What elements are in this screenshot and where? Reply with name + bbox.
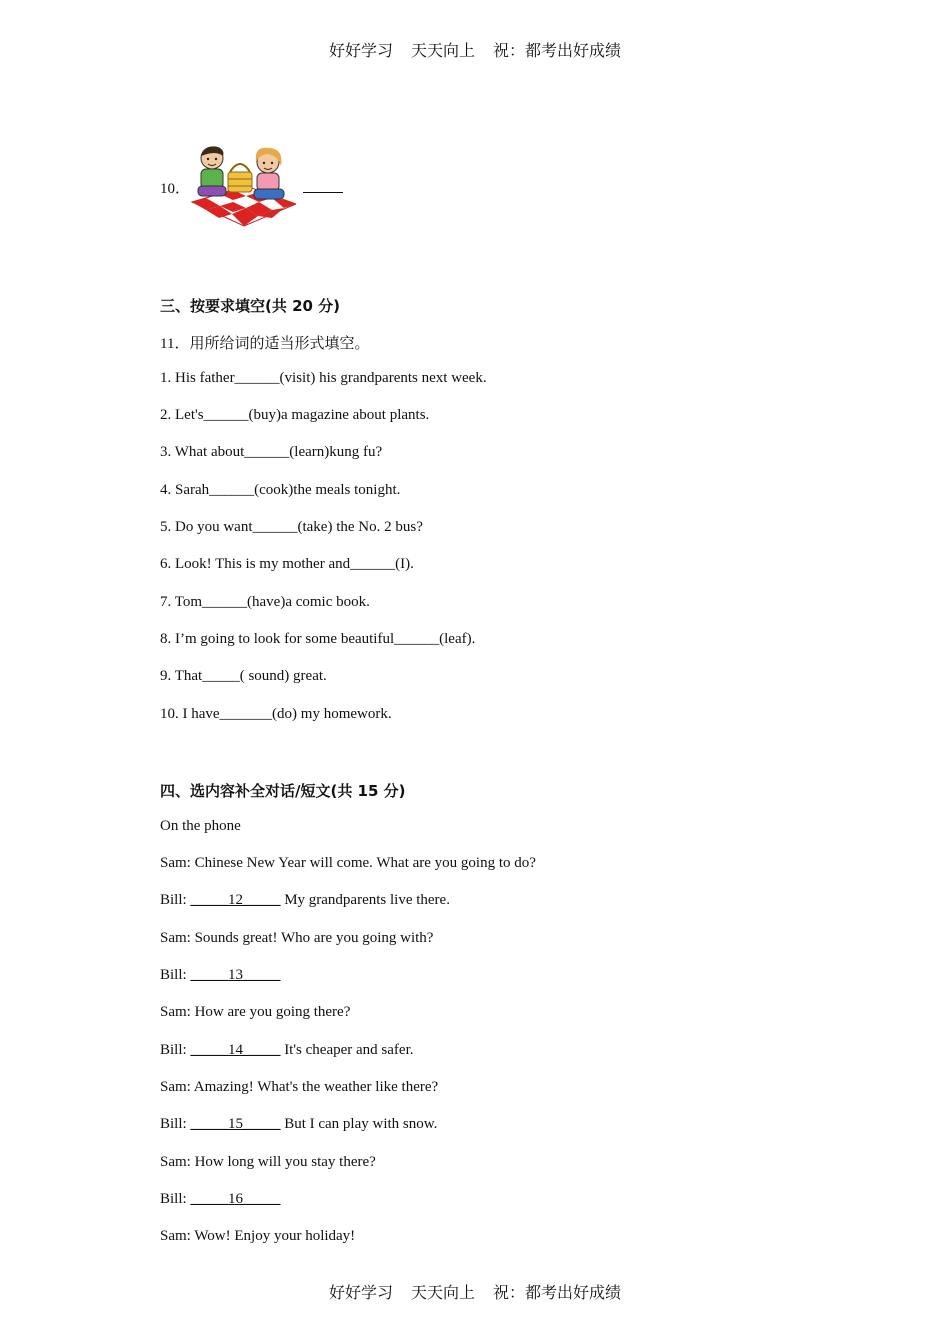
header-part: 祝：都考出好成绩 [493, 43, 622, 60]
dialogue-text: How are you going there? [194, 1004, 351, 1020]
header-part: 天天向上 [410, 43, 475, 60]
dialogue-blank: _____13_____ [190, 967, 281, 983]
fill-item: 3. What about______(learn)kung fu? [160, 444, 383, 460]
dialogue-line [160, 1191, 280, 1208]
dialogue-line [160, 892, 450, 909]
dialogue-blank: _____12_____ [190, 892, 281, 908]
fill-item: 2. Let's______(buy)a magazine about plants. [160, 407, 430, 423]
fill-item: 10. I have_______(do) my homework. [160, 706, 392, 722]
dialogue-blank: _____16_____ [190, 1191, 281, 1207]
fill-item: 1. His father______(visit) his grandparents next week. [160, 370, 487, 386]
dialogue-text: But I can play with snow. [280, 1116, 438, 1132]
fill-item: 4. Sarah______(cook)the meals tonight. [160, 482, 401, 498]
section-3-instruction: 11．用所给词的适当形式填空。 [160, 336, 370, 352]
dialogue-subtitle: On the phone [160, 818, 241, 834]
speaker: Sam: [160, 1154, 195, 1170]
speaker: Sam: [160, 930, 195, 946]
speaker: Sam: [160, 1004, 195, 1020]
dialogue-text: Amazing! What's the weather like there? [193, 1079, 439, 1095]
fill-item: 5. Do you want______(take) the No. 2 bus? [160, 519, 423, 535]
picnic-children-illustration [188, 142, 296, 230]
dialogue-blank: _____14_____ [190, 1042, 281, 1058]
dialogue-text: How long will you stay there? [194, 1154, 376, 1170]
fill-item: 7. Tom______(have)a comic book. [160, 594, 370, 610]
speaker: Sam: [160, 1228, 195, 1244]
speaker: Bill: [160, 892, 191, 908]
dialogue-line [160, 1116, 437, 1133]
page-footer [0, 1280, 950, 1303]
dialogue-blank: _____15_____ [190, 1116, 281, 1132]
dialogue-line [160, 1228, 355, 1245]
fill-item: 6. Look! This is my mother and______(I). [160, 556, 414, 572]
dialogue-text: Chinese New Year will come. What are you going to do? [194, 855, 536, 871]
dialogue-text: Wow! Enjoy your holiday! [194, 1228, 356, 1244]
dialogue-line [160, 967, 280, 984]
footer-part: 天天向上 [410, 1285, 475, 1302]
footer-part: 好好学习 [328, 1285, 393, 1302]
speaker: Sam: [160, 855, 195, 871]
dialogue-line [160, 855, 536, 872]
speaker: Bill: [160, 1042, 191, 1058]
speaker: Sam: [160, 1079, 194, 1095]
dialogue-text: Sounds great! Who are you going with? [194, 930, 434, 946]
fill-item: 8. I’m going to look for some beautiful______(leaf). [160, 631, 476, 647]
header-part: 好好学习 [328, 43, 393, 60]
speaker: Bill: [160, 967, 191, 983]
dialogue-text: It's cheaper and safer. [280, 1042, 414, 1058]
dialogue-line [160, 930, 433, 947]
fill-item: 9. That_____( sound) great. [160, 668, 327, 684]
speaker: Bill: [160, 1116, 191, 1132]
dialogue-text: My grandparents live there. [280, 892, 450, 908]
section-4-title: 四、选内容补全对话/短文(共 15 分) [160, 782, 406, 800]
dialogue-line [160, 1042, 414, 1059]
question-10-label: 10． [160, 181, 191, 197]
dialogue-line [160, 1004, 350, 1021]
dialogue-line [160, 1154, 376, 1171]
footer-part: 祝：都考出好成绩 [493, 1285, 622, 1302]
page-header [0, 38, 950, 61]
section-3-title: 三、按要求填空(共 20 分) [160, 297, 341, 315]
dialogue-line [160, 1079, 438, 1096]
speaker: Bill: [160, 1191, 191, 1207]
answer-blank [303, 192, 343, 193]
